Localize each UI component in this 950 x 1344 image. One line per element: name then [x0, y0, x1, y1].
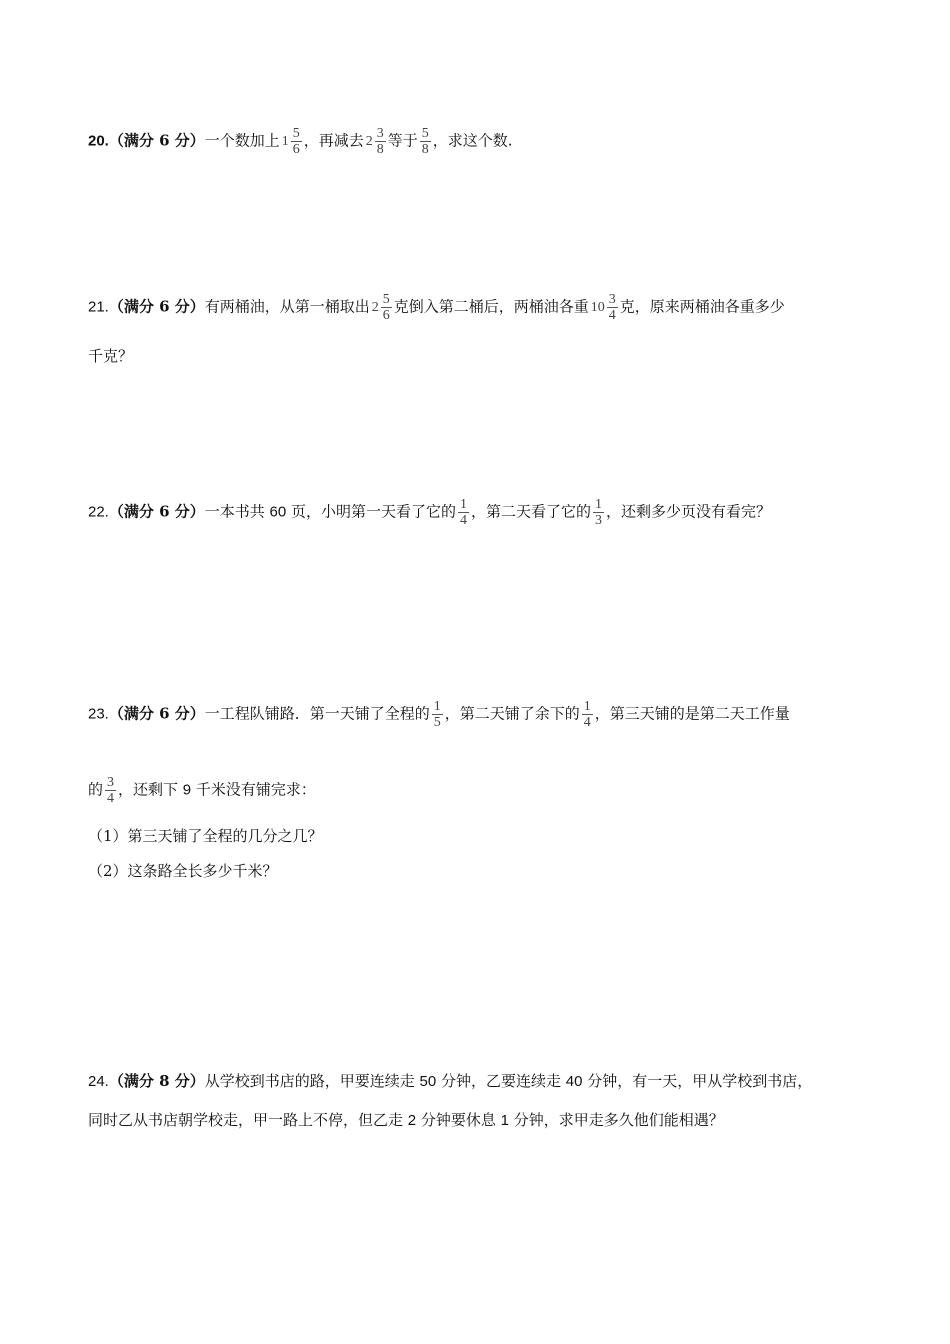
question-number: 21. — [88, 298, 109, 316]
fraction — [420, 126, 431, 157]
question-text: 有两桶油，从第一桶取出 — [204, 297, 370, 316]
number-value: 60 — [269, 503, 287, 521]
question-text: 等于 — [387, 131, 418, 150]
numerator: 1 — [583, 699, 591, 714]
question-21-continued — [88, 346, 133, 366]
question-text: 一本书共 — [204, 502, 270, 521]
denominator: 5 — [433, 715, 441, 730]
mixed-number — [364, 126, 388, 157]
denominator: 4 — [608, 308, 616, 323]
number-value: 1 — [500, 1112, 510, 1129]
whole-part: 2 — [371, 299, 379, 315]
fraction — [105, 775, 116, 806]
numerator: 3 — [608, 292, 616, 307]
question-text: 千克？ — [88, 347, 134, 365]
question-text: ，求这个数. — [432, 131, 513, 150]
question-20 — [88, 126, 513, 157]
number-value: 2 — [407, 1112, 417, 1129]
question-22 — [88, 497, 771, 528]
fraction — [593, 497, 604, 528]
fraction — [291, 126, 302, 157]
question-24 — [88, 1071, 812, 1092]
score-label: （满分 8 分） — [108, 1072, 205, 1090]
question-text: 一个数加上 — [204, 131, 280, 150]
denominator: 8 — [376, 142, 384, 157]
denominator: 6 — [292, 142, 300, 157]
question-number: 24. — [88, 1073, 109, 1090]
fraction — [375, 126, 386, 157]
denominator: 4 — [460, 513, 467, 528]
question-number: 22. — [88, 503, 109, 521]
sub-question-1 — [88, 826, 323, 846]
question-text: ，第二天铺了余下的 — [444, 704, 580, 723]
numerator: 5 — [382, 292, 390, 307]
fraction — [381, 292, 392, 323]
question-text: 同时乙从书店朝学校走，甲一路上不停，但乙走 — [88, 1111, 408, 1129]
numerator: 3 — [107, 775, 115, 790]
denominator: 4 — [107, 791, 115, 806]
question-text: 千米没有铺完求： — [191, 780, 316, 799]
question-text: 分钟，乙要连续走 — [436, 1072, 566, 1090]
numerator: 3 — [376, 126, 384, 141]
mixed-number — [280, 126, 304, 157]
question-number: 20. — [88, 132, 109, 150]
question-text: 从学校到书店的路，甲要连续走 — [204, 1072, 420, 1090]
numerator: 5 — [421, 126, 429, 141]
sub-question-2 — [88, 861, 278, 881]
question-number: 23. — [88, 705, 109, 723]
fraction — [432, 699, 443, 730]
question-text: ，第三天铺的是第二天工作量 — [594, 704, 790, 723]
question-text: 分钟，有一天，甲从学校到书店， — [582, 1072, 813, 1090]
fraction — [582, 699, 593, 730]
score-label: （满分 6 分） — [108, 502, 205, 521]
denominator: 3 — [595, 513, 603, 528]
question-text: ，还剩多少页没有看完？ — [606, 502, 772, 521]
sub-question-text: （2）这条路全长多少千米？ — [88, 862, 278, 880]
question-text: 克倒入第二桶后，两桶油各重 — [393, 297, 589, 316]
fraction — [607, 292, 618, 323]
question-text: 克，原来两桶油各重多少 — [619, 297, 785, 316]
number-value: 9 — [182, 781, 192, 799]
denominator: 4 — [583, 715, 591, 730]
denominator: 6 — [382, 308, 390, 323]
mixed-number — [370, 292, 394, 323]
question-23-continued — [88, 775, 316, 806]
score-label: （满分 6 分） — [108, 704, 205, 723]
number-value: 40 — [565, 1073, 583, 1090]
score-label: （满分 6 分） — [108, 131, 205, 150]
numerator: 1 — [433, 699, 441, 714]
question-text: ，第二天看了它的 — [471, 502, 592, 521]
numerator: 1 — [595, 497, 603, 512]
numerator: 1 — [460, 497, 467, 512]
question-text: 分钟要休息 — [416, 1111, 501, 1129]
question-23 — [88, 699, 790, 730]
denominator: 8 — [421, 142, 429, 157]
question-text: 一工程队铺路．第一天铺了全程的 — [204, 704, 430, 723]
mixed-number — [589, 292, 620, 323]
sub-question-text: （1）第三天铺了全程的几分之几？ — [88, 827, 323, 845]
question-text: 页，小明第一天看了它的 — [286, 502, 456, 521]
question-24-continued — [88, 1110, 724, 1131]
question-text: ，还剩下 — [118, 780, 183, 799]
fraction — [458, 497, 469, 528]
score-label: （满分 6 分） — [108, 297, 205, 316]
whole-part: 10 — [590, 299, 605, 315]
question-21 — [88, 292, 785, 323]
numerator: 5 — [292, 126, 300, 141]
question-text: 的 — [88, 780, 104, 799]
number-value: 50 — [419, 1073, 437, 1090]
question-text: ，再减去 — [303, 131, 364, 150]
whole-part: 1 — [281, 133, 289, 149]
question-text: 分钟，求甲走多久他们能相遇？ — [509, 1111, 724, 1129]
whole-part: 2 — [365, 133, 373, 149]
